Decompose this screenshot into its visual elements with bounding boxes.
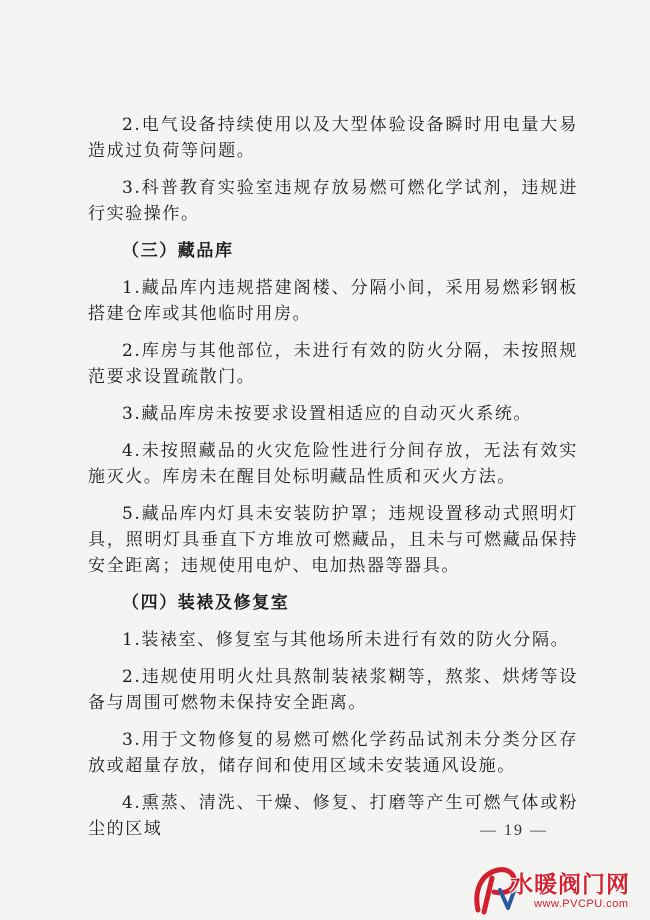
- paragraph: 4.熏蒸、清洗、干燥、修复、打磨等产生可燃气体或粉尘的区域: [88, 793, 578, 839]
- section-heading: （四）装裱及修复室: [122, 593, 290, 613]
- paragraph: 3.藏品库房未按要求设置相适应的自动灭火系统。: [122, 404, 533, 424]
- paragraph: 3.用于文物修复的易燃可燃化学药品试剂未分类分区存放或超量存放，储存间和使用区域未安装通风设施。: [88, 730, 578, 776]
- paragraph: 5.藏品库内灯具未安装防护罩；违规设置移动式照明灯具，照明灯具垂直下方堆放可燃藏品，且未与可燃藏品保持安全距离；违规使用电炉、电加热器等器具。: [88, 504, 578, 576]
- paragraph: 2.库房与其他部位，未进行有效的防火分隔，未按照规范要求设置疏散门。: [88, 341, 578, 387]
- document-body: [88, 112, 578, 853]
- section-heading: （三）藏品库: [122, 241, 234, 261]
- paragraph: 1.藏品库内违规搭建阁楼、分隔小间，采用易燃彩钢板搭建仓库或其他临时用房。: [88, 278, 578, 324]
- watermark-url: www.PVCPU.com: [534, 898, 629, 910]
- paragraph: 1.装裱室、修复室与其他场所未进行有效的防火分隔。: [122, 630, 570, 650]
- paragraph: 4.未按照藏品的火灾危险性进行分间存放，无法有效实施灭火。库房未在醒目处标明藏品性质和灭火方法。: [88, 441, 578, 487]
- page-number: — 19 —: [480, 822, 548, 839]
- watermark-title: 水暖阀门网: [510, 872, 630, 898]
- site-watermark: [470, 862, 650, 920]
- paragraph: 3.科普教育实验室违规存放易燃可燃化学试剂，违规进行实验操作。: [88, 178, 578, 224]
- paragraph: 2.电气设备持续使用以及大型体验设备瞬时用电量大易造成过负荷等问题。: [88, 115, 578, 161]
- paragraph: 2.违规使用明火灶具熬制装裱浆糊等，熬浆、烘烤等设备与周围可燃物未保持安全距离。: [88, 667, 578, 713]
